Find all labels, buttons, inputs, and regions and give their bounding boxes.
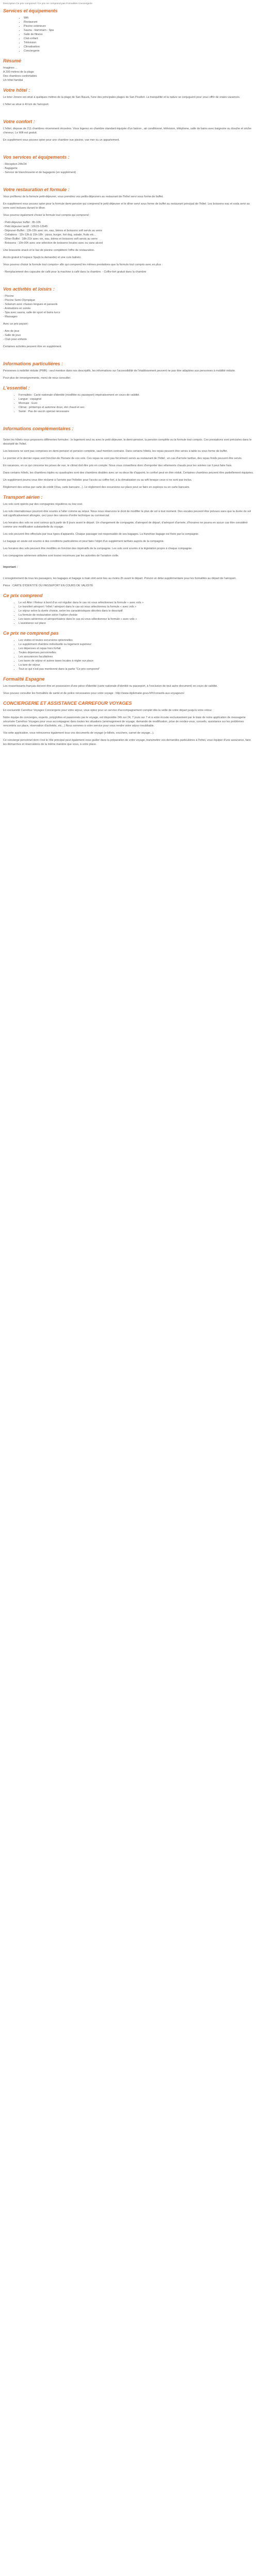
restauration-title: Votre restauration et formule : — [3, 187, 70, 192]
restauration-schedule — [3, 221, 255, 245]
prix-ne-comprend-item: • Les taxes de séjour et autres taxes locales à régler sur place — [19, 659, 255, 663]
complementaires-paragraph: Un supplément pourra vous être réclamé à l'arrivée par l'hôtelier pour l'accès au coffre-fort, à la climatisation ou au wifi lorsque ceux-ci ne sont pas inclus. — [3, 479, 192, 482]
conciergerie-paragraph: Ce concierge personnel dont c'est le rôle principal peut également vous guider dans la préparation de votre voyage, transmettre vos demandes particulières à l'hôtel, vous équiper d'une assurance, faire les démarches et réservations de la même manière que vous, à votre place. — [3, 739, 251, 746]
resume-line: Imagines ... — [3, 66, 18, 70]
complementaires-paragraph: Le premier et le dernier repas sont fonction de l'horaire de vos vols. Ces repas ne sont pas forcément servis au restaurant de l'hôtel ; en cas d'arrivée tardive, des repas froids peuvent être servis. — [3, 457, 243, 460]
complementaires-paragraph: Dans certains hôtels, les chambres triples ou quadruples sont des chambres doubles avec un ou deux lits d'appoint, le confort peut en être réduit. Certaines chambres peuvent être partiellement équipées. — [3, 471, 254, 474]
prix-comprend-list — [3, 601, 255, 625]
prix-ne-comprend-item: • Tout ce qui n'est pas mentionné dans la partie "Ce prix comprend" — [19, 667, 255, 671]
services-sejour-title: Vos services et équipements : — [3, 155, 70, 160]
activites-line: - Piscine — [3, 295, 14, 298]
confort-title: Votre confort : — [3, 119, 35, 124]
prix-ne-comprend-title: Ce prix ne comprend pas — [3, 631, 59, 636]
restauration-paragraph: - Remplacement des capsules de café pour la machine à café dans la chambre. - Coffre-fort gratuit dans la chambre — [3, 270, 147, 274]
resume-line: A 200 mètres de la plage — [3, 71, 34, 74]
transport-paragraph: Les horaires des vols ne sont connus qu'à partir de 8 jours avant le départ. Un changement de compagnie, d'aéroport de départ, d'aéroport d'arrivée, d'horaires ne pourra en aucun cas être considéré comme une modification substantielle du voyage. — [3, 521, 248, 529]
prix-comprend-title: Ce prix comprend — [3, 593, 43, 598]
services-title: Services et équipements — [3, 8, 58, 13]
essentiel-item: • Monnaie : Euro — [19, 401, 255, 405]
prix-ne-comprend-list — [3, 638, 255, 671]
services-sejour-line: - Réception 24h/24 — [3, 163, 27, 166]
activites-line: - Piscine Semi-Olympique — [3, 299, 36, 302]
conciergerie-title: CONCIERGERIE ET ASSISTANCE CARREFOUR VOYAGES — [3, 701, 132, 706]
prix-ne-comprend-item: • Les assurances facultatives — [19, 655, 255, 659]
transport-paragraph: Les vols peuvent être effectués par tous types d'appareils. Chaque passager est responsable de ses bagages. La franchise bagage est fixée par la compagnie. — [3, 533, 199, 536]
pratiques-paragraph: Pour plus de renseignements, merci de nous consulter. — [3, 377, 71, 380]
services-list — [3, 16, 255, 53]
activites-payant-line: - Aire de jeux — [3, 330, 20, 333]
resume-title: Résumé — [3, 58, 22, 63]
page-content — [0, 0, 258, 747]
pratiques-paragraph: Personnes à mobilité réduite (PMR) : seul mention dans nos descriptifs, les informations sur l'accessibilité de l'établissement peuvent ne pas être adaptées aux personnes à mobilité réduite. — [3, 369, 236, 372]
conciergerie-paragraph: Notre équipe de concierges, experts, polyglottes et passionnés par le voyage, est disponible 24h sur 24, 7 jours sur 7 et à votre écoute exclusivement par le biais de notre application de messagerie sécurisée Carrefour Voyages pour vous accompagner dans toutes les situations (aménagement de voyage, demande de modification, prise de rendez-vous, conseils, assistance sur les problèmes rencontrés sur place, réservation d'activités, etc...) Nous sommes à votre service pour vous rendre votre séjour inoubliable. — [3, 716, 246, 727]
essentiel-item: • Langue : espagnol — [19, 397, 255, 401]
confort-paragraph: En supplément vous pouvez opter pour une chambre vue piscine, vue mer ou un appartement. — [3, 139, 120, 142]
prix-comprend-item: • L'assistance sur place — [19, 621, 255, 625]
services-item: • Conciergerie — [24, 49, 255, 53]
restauration-paragraph: Vous pourrez choisir la formule tout compris+ afin qui comprend les mêmes prestations que la formule tout compris avec en plus : — [3, 263, 163, 266]
services-item: • Restaurant — [24, 20, 255, 24]
transport-title: Transport aérien : — [3, 495, 43, 500]
services-item: • Télévision — [24, 41, 255, 45]
activites-note: Certaines activités peuvent être en supplément. — [3, 345, 62, 348]
services-sejour-block — [3, 162, 255, 175]
services-sejour-line: - Bagagerie — [3, 167, 18, 170]
activites-payant-block — [3, 329, 255, 342]
services-item: • Salle de fitness — [24, 32, 255, 37]
prix-comprend-item: • Le transfert aéroport / hôtel / aéroport dans le cas où vous sélectionnez la formule « avec vols » — [19, 605, 255, 609]
activites-title: Vos activités et loisirs : — [3, 286, 55, 292]
activites-line: - Spa avec sauna, salle de sport et bains turcs — [3, 311, 60, 314]
restauration-paragraph: Une brasserie-snack et le bar de piscine complètent l'offre de restauration. — [3, 249, 95, 252]
transport-paragraph: Le bagage en soute est soumis à des conditions particulières et peut faire l'objet d'un supplément tarifaire auprès de la compagnie. — [3, 540, 165, 543]
restauration-paragraph: Vous pourrez également choisir la formule tout compris qui comprend : — [3, 214, 90, 217]
resume-line: Des chambres confortables — [3, 75, 37, 78]
conciergerie-paragraph: En exclusivité Carrefour Voyages Conciergerie pour votre séjour, vous optez pour un service d'accompagnement complet dès la veille de votre départ jusqu'à votre retour. — [3, 709, 213, 712]
restauration-paragraph: Vous profiterez de la formule petit-déjeuner, vous prendrez vos petits-déjeuners au restaurant de l'hôtel servi sous forme de buffet. — [3, 195, 164, 198]
services-sejour-line: - Service de blanchisserie et de bagagerie (en supplément) — [3, 171, 76, 174]
prix-ne-comprend-item: • Les visites et toutes excursions optionnelles — [19, 638, 255, 642]
essentiel-item: • Santé : Pas de vaccin spécial nécessaire — [19, 410, 255, 414]
essentiel-list — [3, 393, 255, 414]
complementaires-paragraph: En vacances, en ce qui concerne les prises de vue, le climat doit être pris en compte. Nous vous conseillons donc d'emporter des vêtements chauds pour les soirées car il peut faire frais. — [3, 464, 232, 467]
conciergerie-paragraph: Via cette application, vous retrouverez également tous vos documents de voyage (e-billets, vouchers, carnet de voyage...). — [3, 732, 154, 735]
prix-ne-comprend-item: • Les dépenses et repas hors forfait — [19, 647, 255, 651]
formalite-paragraph: Vous pouvez consulter les formalités de santé et de police nécessaires pour votre voyage : http://www.diplomatie.gouv.fr/fr/conseils-aux-voyageurs/ — [3, 692, 185, 695]
prix-comprend-item: • Le séjour selon la durée choisie, selon les caractéristiques décrites dans le descriptif — [19, 609, 255, 613]
hotel-title: Votre hôtel : — [3, 88, 30, 93]
pratiques-title: Informations particulières : — [3, 361, 63, 366]
complementaires-paragraph: Les boissons ne sont pas comprises en demi-pension et pension complète, sauf mention contraire. Dans certains hôtels, les repas peuvent être servis à table ou sous forme de buffet. — [3, 450, 228, 453]
activites-payant-label: Avec un prix payant : — [3, 323, 29, 326]
complementaires-paragraph: Selon les hôtels nous proposons différentes formules : le logement seul ou avec le petit déjeuner, la demi-pension, la pension complète ou la formule tout compris. Ces prestations sont précisées dans le descriptif de l'hôtel. — [3, 438, 252, 446]
important-paragraph: L'enregistrement de tous les passagers, les bagages et bagage à main doit avoir lieu au moins 2h avant le départ. Prévoir un délai supplémentaire pour les formalités au départ de l'aéroport. — [3, 577, 236, 580]
restauration-paragraph: Accès gratuit à l'espace Spa(à la demande) et une cure balnéo. — [3, 256, 82, 259]
services-item: • Climatisation — [24, 45, 255, 49]
activites-line: - Massages — [3, 315, 18, 318]
restauration-line: - Déjeuner-Buffet : 13h-15h avec vin, eau, bières et boissons soft servis au verre — [3, 229, 102, 232]
complementaires-title: Informations complémentaires : — [3, 426, 74, 431]
services-item: • Piscine extérieure — [24, 24, 255, 28]
prix-ne-comprend-item: • Le supplément chambre individuelle ou logement supérieur — [19, 642, 255, 647]
restauration-line: - Petit-déjeuner buffet : 8h-10h — [3, 221, 41, 224]
transport-paragraph: Les compagnies aériennes utilisées sont toutes reconnues par les autorités de l'aviation civile. — [3, 554, 119, 557]
restauration-paragraph: En supplément vous pouvez opter pour la formule demi-pension qui comprend le petit déjeuner et le dîner servi sous forme de buffet au restaurant principal de l'hôtel. Les boissons eau et soda servi au verre sont incluses durant le dîner. — [3, 202, 250, 210]
hotel-paragraph: L'hôtel se situe à 40 km de l'aéroport. — [3, 103, 50, 106]
formalite-paragraph: Les ressortissants français doivent être en possession d'une pièce d'identité (carte nationale d'identité ou passeport, à l'exclusion de tout autre document) en cours de validité. — [3, 685, 218, 688]
essentiel-title: L'essentiel : — [3, 385, 30, 391]
resume-line: Un hôtel familial — [3, 79, 23, 82]
activites-payant-line: - Salle de jeux — [3, 334, 21, 337]
complementaires-paragraph: Réglement des extras par carte de crédit (Visa, carte bancaire...). Le règlement des excursions sur place peut se faire en espèces ou en carte bancaire. — [3, 486, 190, 489]
transport-paragraph: Les horaires des vols peuvent être modifiés en fonction des impératifs de la compagnie. Les vols sont soumis à la législation propre à chaque compagnie. — [3, 547, 192, 550]
activites-block — [3, 294, 255, 319]
services-item: • Club enfant — [24, 37, 255, 41]
services-item: • Sauna - Hammam - Spa — [24, 28, 255, 32]
restauration-line: - Petit déjeuner tardif : 10h15-12h45 — [3, 225, 48, 228]
activites-line: - Solarium avec chaises longues et parasols — [3, 303, 58, 306]
confort-paragraph: L'hôtel, dispose de 211 chambres récemment rénovées. Vous logerez en chambre standard équipée d'un balcon , air conditionné, télévision, téléphone, salle de bains avec baignoire ou douche et sèche cheveux. Le Wifi est gratuit. — [3, 127, 252, 134]
prix-ne-comprend-item: • Toutes dépenses personnelles — [19, 651, 255, 655]
important-title: Important : — [3, 566, 18, 569]
activites-line: - Animations en soirée — [3, 307, 31, 310]
essentiel-item: • Climat : printemps et automne doux, été chaud et sec. — [19, 405, 255, 410]
services-item: • Wifi — [24, 16, 255, 20]
prix-ne-comprend-item: • La taxe de séjour — [19, 663, 255, 667]
restauration-line: - Dîner Buffet : 18h-21h avec vin, eau, bières et boissons soft servis au verre — [3, 238, 98, 241]
essentiel-item: • Formalités : Carte nationale d'identité (modifiée ou passeport) impérativement en cours de validité. — [19, 393, 255, 397]
activites-payant-line: - Club pour enfants — [3, 338, 27, 341]
prix-comprend-item: • Les taxes aériennes et aéroportuaires dans le cas où vous sélectionnez la formule « avec vols » — [19, 617, 255, 621]
prix-comprend-item: • La formule de restauration selon l'option choisie — [19, 613, 255, 617]
description-tabs: Description Ce prix comprend / Ce prix ne comprend pas Formalités Conciergerie — [3, 3, 93, 5]
restauration-line: - Collations : 11h-13h & 15h-18h : pizza, burger, hot dog, salade, fruits etc... — [3, 233, 96, 236]
important-paragraph: Pièce : CARTE D'IDENTITÉ OU PASSEPORT EN COURS DE VALIDITÉ — [3, 584, 93, 587]
hotel-paragraph: Le brier Jonero est situé à quelques mètres de la plage de San Bauzá, l'une des principales plages de San Picafort. La tranquillité et la nature se conjuguent pour vous offrir de vraies vacances. — [3, 96, 240, 99]
prix-comprend-item: • Le vol Aller / Retour à bord d'un vol régulier dans le cas où vous sélectionnez la formule « avec vols » — [19, 601, 255, 605]
formalite-title: Formalité Espagne — [3, 676, 45, 682]
restauration-line: - Boissons : 10h-00h avec une sélection de boissons locales avec ou sans alcool — [3, 242, 103, 245]
transport-paragraph: Les vols sont opérés par des compagnies régulières ou low cost. — [3, 503, 83, 506]
resume-block — [3, 66, 255, 82]
transport-paragraph: Les vols internationaux pourront être soumis à l'aller comme au retour. Nous nous réservons le droit de modifier le plan de vol à tout moment. Des escales peuvent être prévues sans que la durée du vol soit significativement allongée, ceci pour des raisons d'ordre technique ou commercial. — [3, 510, 251, 517]
